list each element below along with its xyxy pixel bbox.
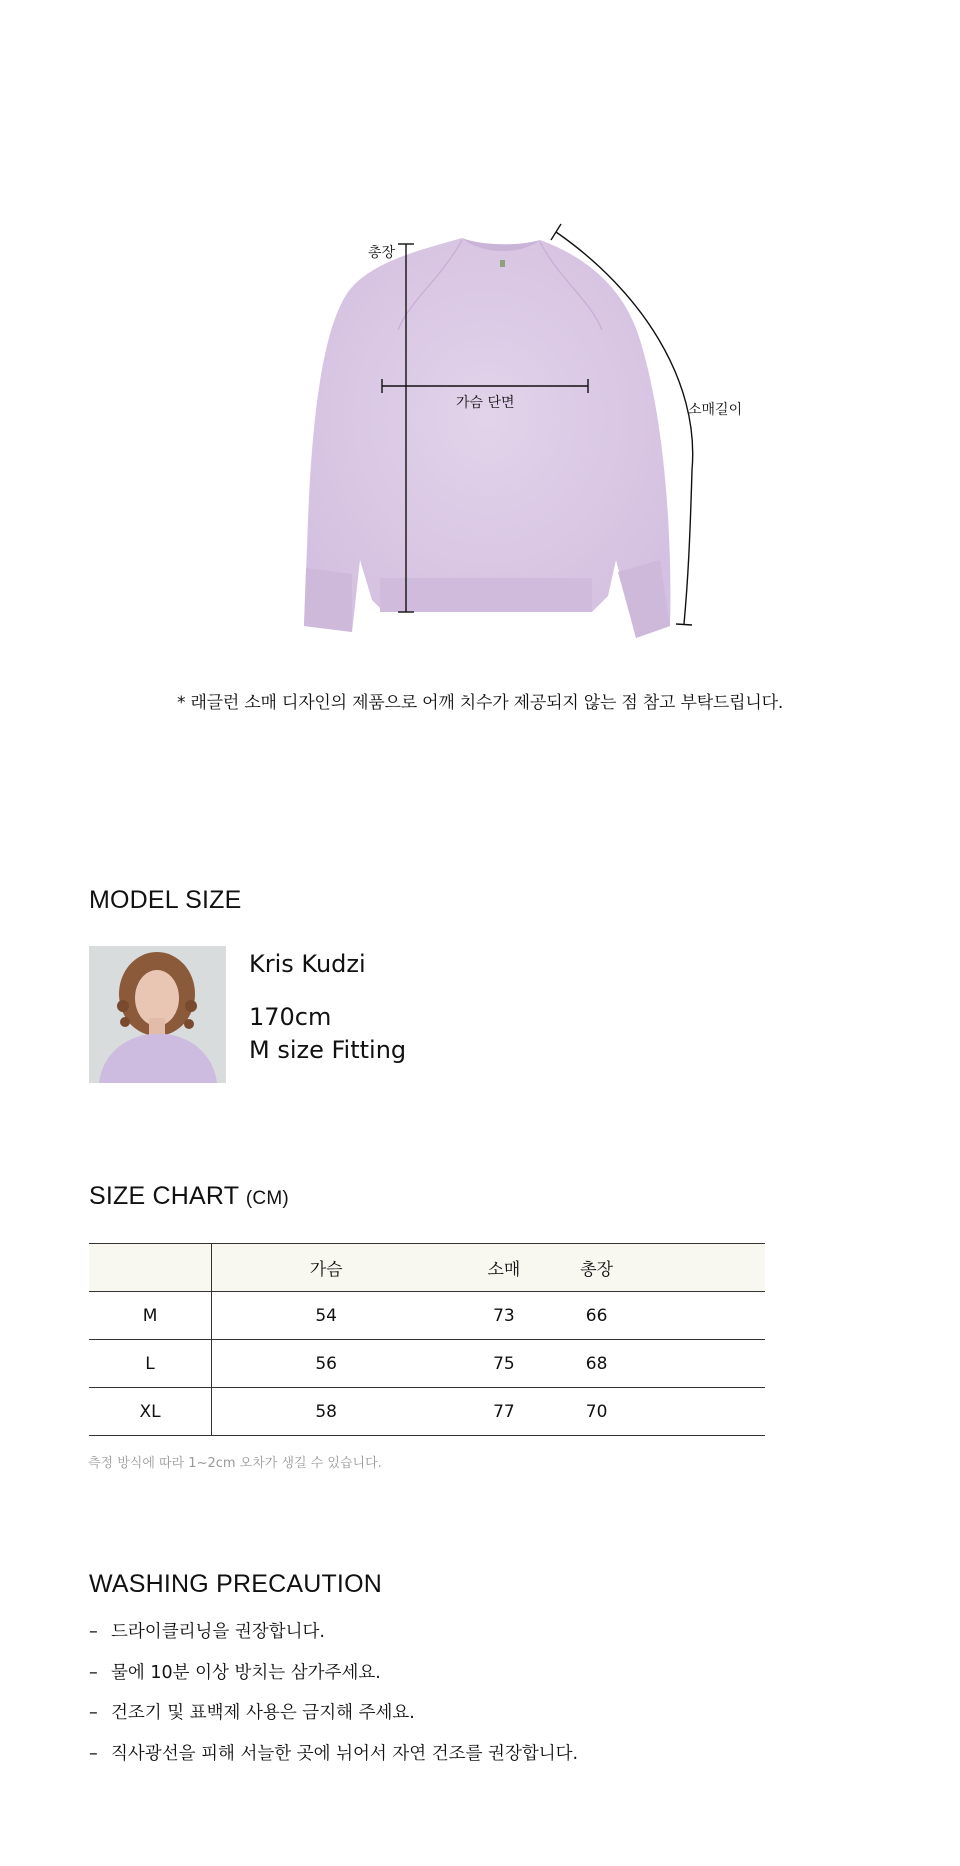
dash-bullet: – [89,1743,98,1764]
total-length-label: 총장 [368,245,396,261]
list-item [89,1701,578,1742]
size-chart-table [89,1243,765,1436]
table-cell-size: L [89,1340,212,1388]
table-cell-length: 66 [585,1305,608,1326]
table-row [89,1340,765,1388]
table-cell-sleeve: 77 [493,1401,515,1422]
sweater-left-cuff [304,568,352,632]
chest-width-label: 가슴 단면 [456,395,515,411]
sweater-illustration [0,0,960,720]
list-item [89,1661,578,1702]
table-row [89,1292,765,1340]
table-header-sleeve: 소매 [487,1260,521,1280]
size-chart-title-text: SIZE CHART [89,1182,239,1210]
table-cell-size: XL [89,1388,212,1436]
washing-list [89,1620,578,1782]
size-chart-title [89,1182,289,1211]
list-item [89,1620,578,1661]
washing-item-text: 드라이클리닝을 권장합니다. [111,1622,325,1642]
size-chart-unit: (CM) [245,1188,289,1209]
model-photo [89,946,226,1083]
model-size-title: MODEL SIZE [89,886,242,914]
sweater-measurement-diagram [0,0,960,720]
table-cell-size: M [89,1292,212,1340]
washing-item-text: 물에 10분 이상 방치는 삼가주세요. [111,1662,381,1683]
model-height: 170cm [249,1003,332,1031]
table-cell-chest: 58 [315,1401,337,1422]
table-header-length: 총장 [580,1260,614,1280]
sweater-hem [380,578,592,612]
sleeve-length-label: 소매길이 [688,402,743,418]
table-header-row [89,1244,765,1292]
washing-precaution-title: WASHING PRECAUTION [89,1570,382,1598]
table-cell-chest: 56 [315,1353,337,1374]
model-fitting: M size Fitting [249,1036,407,1064]
table-cell-chest: 54 [315,1305,337,1326]
list-item [89,1742,578,1783]
measurement-note: 측정 방식에 따라 1~2cm 오차가 생길 수 있습니다. [88,1456,382,1471]
washing-item-text: 건조기 및 표백제 사용은 금지해 주세요. [111,1703,415,1723]
dash-bullet: – [89,1622,98,1642]
table-cell-sleeve: 75 [493,1353,515,1374]
raglan-notice: * 래글런 소매 디자인의 제품으로 어깨 치수가 제공되지 않는 점 참고 부탁드립니다. [176,693,784,713]
table-row [89,1388,765,1436]
table-cell-length: 70 [585,1401,608,1422]
dash-bullet: – [89,1662,98,1683]
sweater-label-tag [500,260,505,267]
table-header-chest: 가슴 [309,1260,343,1280]
model-name: Kris Kudzi [249,950,366,978]
table-cell-length: 68 [585,1353,608,1374]
washing-item-text: 직사광선을 피해 서늘한 곳에 뉘어서 자연 건조를 권장합니다. [111,1743,579,1764]
table-cell-sleeve: 73 [493,1305,515,1326]
table-header-size [89,1244,212,1292]
dash-bullet: – [89,1703,98,1723]
